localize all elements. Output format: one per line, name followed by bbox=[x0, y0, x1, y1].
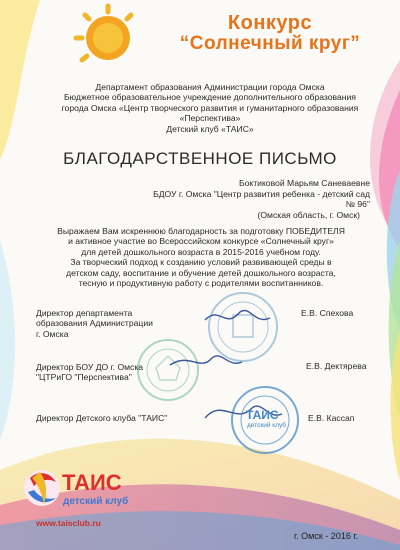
recipient-name: Боктиковой Марьям Саневаевне bbox=[238, 178, 370, 188]
website-link[interactable]: www.taisclub.ru bbox=[36, 518, 101, 528]
document-title: БЛАГОДАРСТВЕННОЕ ПИСЬМО bbox=[63, 149, 337, 168]
signature-1 bbox=[205, 310, 270, 320]
contest-title bbox=[150, 12, 390, 55]
round-seal-stamp bbox=[209, 293, 277, 361]
signatory-title-line: Директор департамента bbox=[36, 308, 133, 318]
signatory-title-line: г. Омска bbox=[36, 328, 69, 339]
stamp-club-name: ТАИС bbox=[246, 408, 279, 422]
signature-2 bbox=[170, 356, 242, 365]
signatory-title-2 bbox=[36, 362, 143, 383]
issuer-line: Бюджетное образовательное учреждение дополнительного образования bbox=[64, 92, 356, 103]
body-line: для детей дошкольного возраста в 2015-2016 учебном году. bbox=[81, 246, 321, 257]
signatory-title-line: Директор Детского клуба "ТАИС" bbox=[36, 413, 168, 423]
sun-icon bbox=[76, 6, 131, 60]
body-line: детском саду, воспитание и обучение детей дошкольного возраста, bbox=[66, 267, 336, 278]
contest-title-line1: Конкурс bbox=[227, 12, 313, 34]
signatory-title-3 bbox=[36, 413, 167, 423]
issuer-line: «Перспектива» bbox=[179, 113, 241, 124]
city-year: г. Омск - 2016 г. bbox=[294, 531, 359, 541]
signatory-title-line: Директор БОУ ДО г. Омска bbox=[36, 362, 144, 372]
tais-logo-icon bbox=[24, 470, 60, 506]
ctrigo-seal-stamp bbox=[138, 340, 198, 400]
issuer-line: города Омска «Центр творческого развития и гуманитарного образования bbox=[61, 102, 359, 113]
gratitude-text bbox=[36, 226, 366, 288]
body-line: Выражаем Вам искреннюю благодарность за подготовку ПОБЕДИТЕЛЯ bbox=[57, 226, 345, 236]
issuer-block bbox=[40, 82, 380, 134]
body-line: За творческий подход к созданию условий развивающей среды в bbox=[70, 257, 332, 268]
signatory-title-1 bbox=[36, 308, 153, 339]
body-line: тесную и продуктивную работу с родителями воспитанников. bbox=[78, 278, 324, 289]
body-line: и активное участие во Всероссийском конкурсе «Солнечный круг» bbox=[68, 236, 334, 247]
signatory-name-1: Е.В. Спехова bbox=[301, 308, 354, 318]
footer-logo-sub: детский клуб bbox=[63, 496, 129, 507]
signatory-title-line: образования Администрации bbox=[36, 318, 153, 329]
signatory-name-3: Е.В. Кассап bbox=[308, 413, 355, 423]
recipient-location: (Омская область, г. Омск) bbox=[257, 209, 360, 220]
contest-title-line2: “Солнечный круг” bbox=[179, 33, 361, 54]
signatory-name-2: Е.В. Дектярева bbox=[306, 361, 367, 371]
footer-logo-name: ТАИС bbox=[62, 470, 122, 495]
signatory-title-line: "ЦТРиГО "Перспектива" bbox=[36, 372, 132, 383]
issuer-line: Департамент образования Администрации города Омска bbox=[95, 82, 325, 92]
recipient-organization: БДОУ г. Омска "Центр развития ребенка - детский сад № 96" bbox=[153, 188, 370, 209]
stamp-club-sub: детский клуб bbox=[247, 422, 287, 429]
recipient-block bbox=[150, 178, 370, 220]
issuer-line: Детский клуб «ТАИС» bbox=[166, 123, 254, 134]
